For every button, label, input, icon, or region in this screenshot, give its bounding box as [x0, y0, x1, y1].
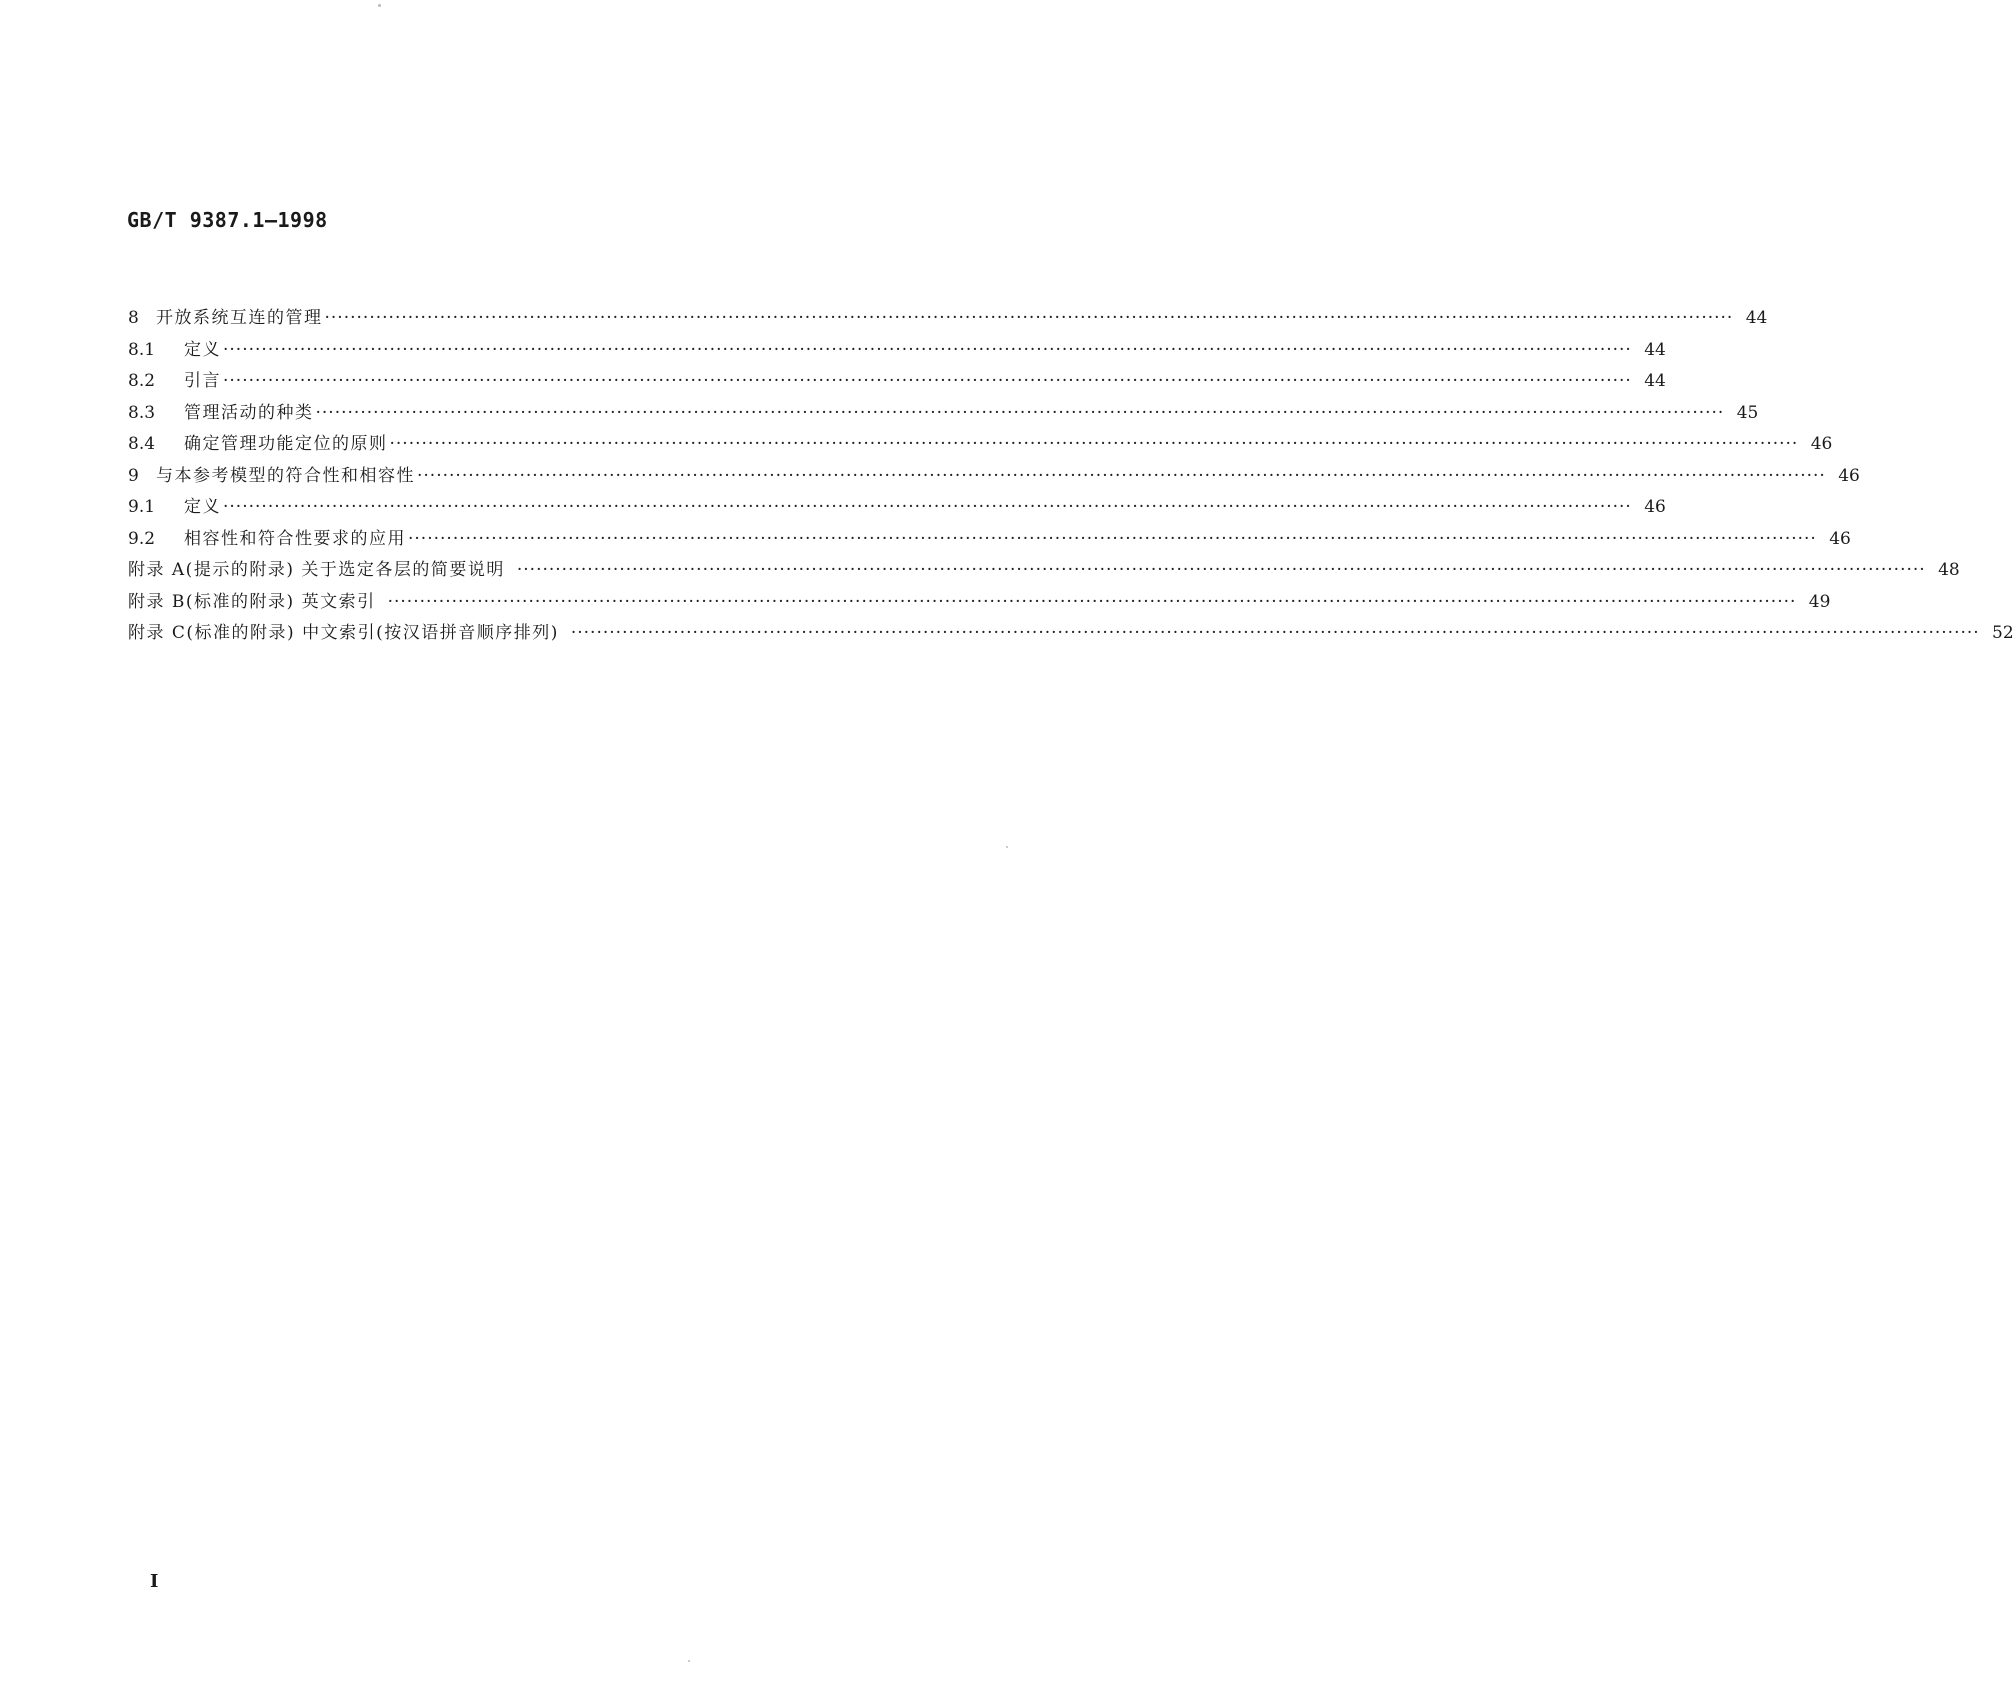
toc-entry-title: 引言	[184, 371, 221, 391]
toc-entry-page: 46	[1838, 465, 1860, 486]
toc-entry-page: 52	[1992, 623, 2014, 643]
toc-entry	[128, 555, 1960, 587]
toc-entry-page: 49	[1808, 591, 1831, 612]
toc-dot-leader: ····························································································································································································································	[315, 402, 1725, 423]
toc-entry-page: 46	[1829, 528, 1851, 549]
toc-entry	[128, 618, 2014, 650]
scan-speck	[688, 1660, 690, 1662]
toc-entry	[128, 587, 1831, 619]
toc-entry	[128, 398, 1759, 430]
toc-dot-leader: ····························································································································································································································	[570, 623, 1980, 643]
toc-entry-title: 相容性和符合性要求的应用	[184, 528, 406, 549]
standard-number: GB/T 9387.1—1998	[127, 208, 328, 232]
toc-entry-number: 9	[128, 465, 139, 486]
toc-entry-title: 开放系统互连的管理	[156, 308, 323, 328]
toc-entry-title: 管理活动的种类	[184, 402, 314, 423]
toc-entry-number: 9.1	[128, 497, 156, 517]
toc-entry-title: 确定管理功能定位的原则	[184, 434, 388, 454]
table-of-contents	[128, 303, 2014, 650]
toc-dot-leader: ····························································································································································································································	[389, 434, 1799, 454]
toc-dot-leader: ····························································································································································································································	[408, 528, 1817, 549]
toc-dot-leader: ····························································································································································································································	[387, 591, 1797, 612]
toc-entry-number: 8.4	[128, 434, 156, 454]
toc-entry	[128, 366, 1666, 398]
toc-entry-page: 46	[1810, 434, 1833, 454]
toc-entry-page: 45	[1736, 402, 1759, 423]
toc-entry	[128, 429, 1833, 461]
toc-entry	[128, 492, 1666, 524]
toc-entry-number: 8.3	[128, 402, 156, 423]
scan-speck	[1006, 846, 1008, 848]
toc-entry-title: 附录 A(提示的附录) 关于选定各层的简要说明	[128, 560, 505, 580]
toc-entry-title: 定义	[184, 339, 221, 360]
toc-entry-number: 8.2	[128, 371, 156, 391]
toc-entry-page: 44	[1644, 371, 1666, 391]
toc-entry-title: 与本参考模型的符合性和相容性	[156, 465, 415, 486]
toc-dot-leader: ····························································································································································································································	[223, 371, 1632, 391]
toc-dot-leader: ····························································································································································································································	[417, 465, 1826, 486]
toc-entry-page: 46	[1644, 497, 1666, 517]
toc-entry-page: 44	[1745, 308, 1768, 328]
toc-entry	[128, 303, 1768, 335]
toc-entry	[128, 461, 1860, 493]
toc-dot-leader: ····························································································································································································································	[324, 308, 1734, 328]
toc-dot-leader: ····························································································································································································································	[223, 497, 1632, 517]
toc-entry-title: 附录 B(标准的附录) 英文索引	[128, 591, 376, 612]
toc-entry	[128, 524, 1851, 556]
toc-entry-page: 44	[1644, 339, 1666, 360]
page-number: I	[150, 1571, 159, 1592]
toc-dot-leader: ····························································································································································································································	[516, 560, 1926, 580]
toc-entry-page: 48	[1938, 560, 1960, 580]
toc-entry-number: 8.1	[128, 339, 156, 360]
toc-entry-number: 9.2	[128, 528, 156, 549]
toc-entry-title: 定义	[184, 497, 221, 517]
scan-speck	[378, 4, 381, 7]
toc-entry	[128, 335, 1666, 367]
toc-entry-number: 8	[128, 308, 139, 328]
toc-entry-title: 附录 C(标准的附录) 中文索引(按汉语拼音顺序排列)	[128, 623, 559, 643]
toc-dot-leader: ····························································································································································································································	[223, 339, 1632, 360]
